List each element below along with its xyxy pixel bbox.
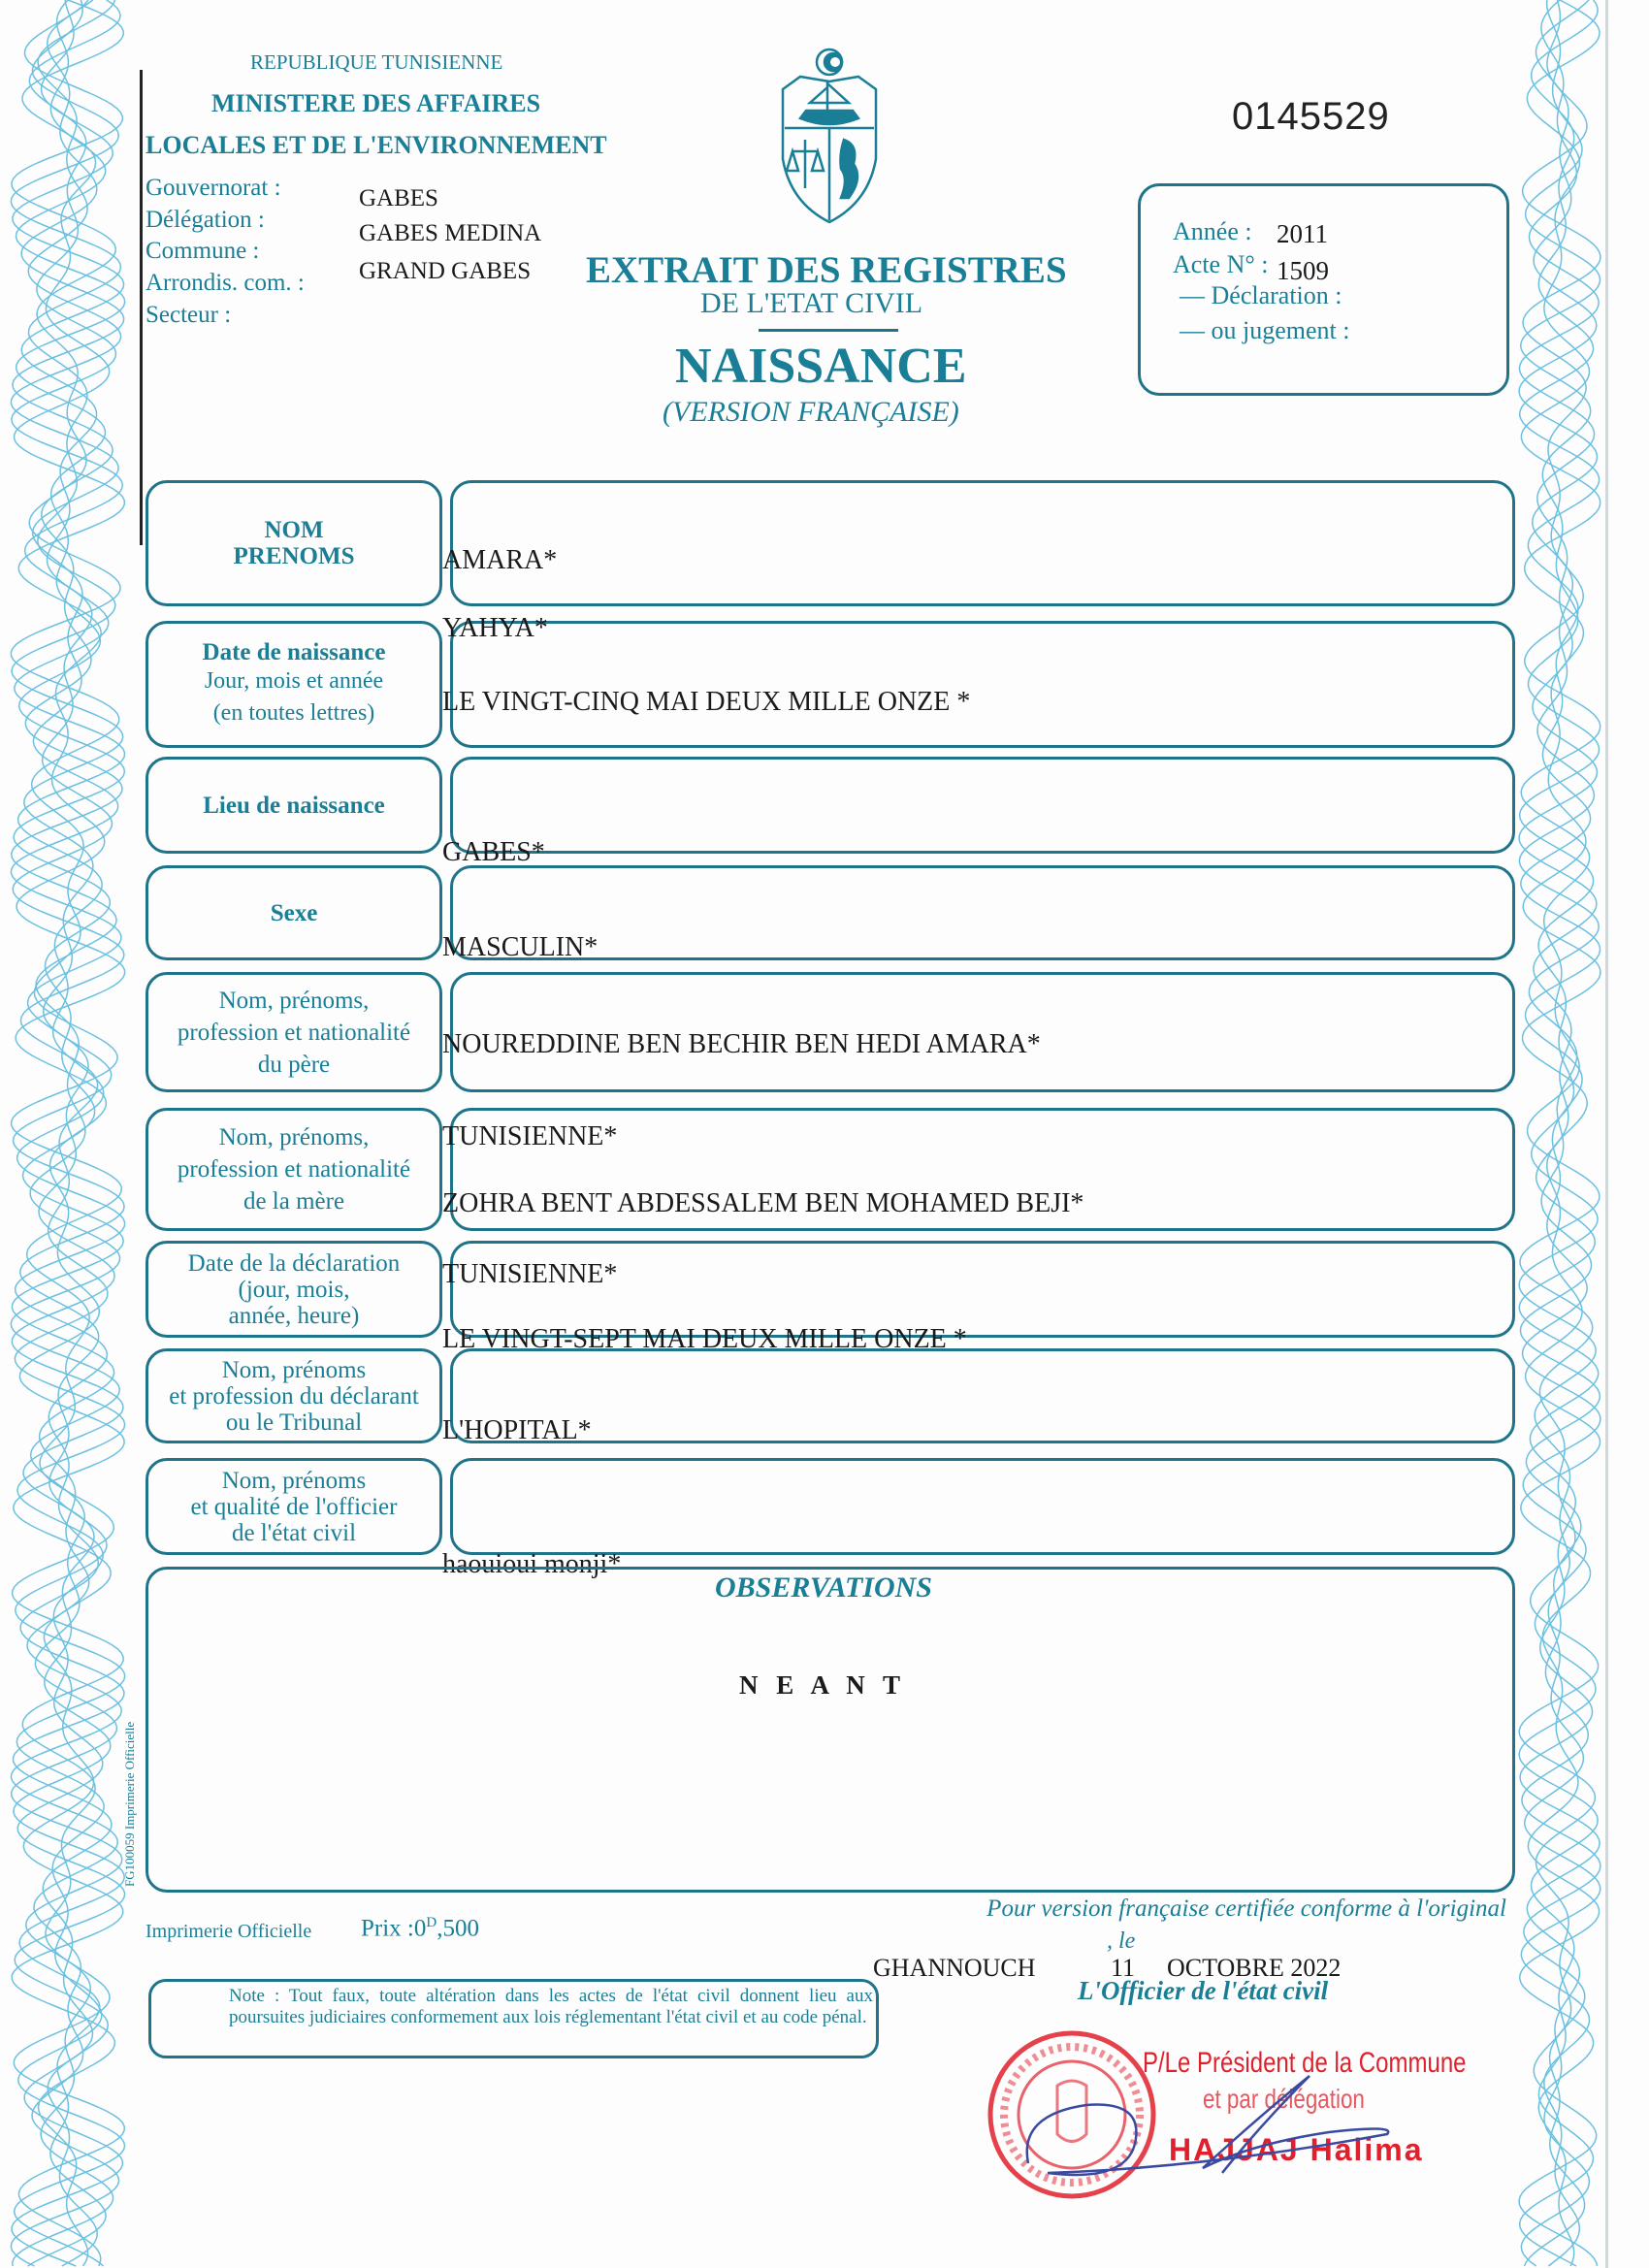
stamp-line3: HAJJAJ Halima: [1169, 2132, 1424, 2167]
acte-label: Acte N° :: [1173, 250, 1269, 278]
observations-title: OBSERVATIONS: [715, 1571, 932, 1604]
row-value-box-declarant: [450, 1348, 1515, 1443]
value-date-declaration: LE VINGT-SEPT MAI DEUX MILLE ONZE *: [442, 1324, 967, 1354]
secteur-label: Secteur :: [146, 302, 232, 328]
title-etat-civil: DE L'ETAT CIVIL: [700, 287, 923, 319]
ministry-line2: LOCALES ET DE L'ENVIRONNEMENT: [146, 131, 607, 159]
title-extrait: EXTRAIT DES REGISTRES: [586, 249, 1067, 291]
stamp-line2: et par délégation: [1203, 2084, 1365, 2114]
imprimerie-label: Imprimerie Officielle: [146, 1921, 312, 1942]
row-value-box-officier: [450, 1458, 1515, 1555]
row-label-nom: NOM PRENOMS: [233, 517, 355, 569]
arrondissement-label: Arrondis. com. :: [146, 270, 305, 296]
row-label-date: [146, 621, 442, 748]
row-label-mere: Nom, prénoms, profession et nationalité de la mère: [177, 1124, 411, 1215]
observations-text: N E A N T: [739, 1670, 907, 1700]
value-lieu: GABES*: [442, 837, 545, 867]
value-mere: ZOHRA BENT ABDESSALEM BEN MOHAMED BEJI*: [442, 1188, 1084, 1218]
note-text: Note : Tout faux, toute altération dans les actes de l'état civil donnent lieu aux poursuites judiciaires conformement aux lois réglementant l'état civil et au code pénal.: [229, 1986, 873, 2027]
republic-label: REPUBLIQUE TUNISIENNE: [250, 50, 503, 74]
serial-number: 0145529: [1232, 95, 1390, 138]
row-label-sexe: Sexe: [270, 899, 318, 926]
ministry-line1: MINISTERE DES AFFAIRES: [211, 89, 541, 117]
value-nom: AMARA*: [442, 545, 558, 575]
guilloche-line: [12, 0, 125, 2266]
commune-value: GRAND GABES: [359, 258, 532, 284]
stamp-line1: P/Le Président de la Commune: [1143, 2047, 1467, 2079]
commune-label: Commune :: [146, 238, 260, 264]
page-edge: [1605, 0, 1608, 2268]
guilloche-line: [12, 0, 125, 2266]
value-pere: NOUREDDINE BEN BECHIR BEN HEDI AMARA*: [442, 1029, 1041, 1059]
row-label-officier: Nom, prénoms et qualité de l'officier de l'état civil: [190, 1467, 398, 1546]
value-sexe: MASCULIN*: [442, 932, 598, 962]
prix-amount: ,500: [436, 1915, 479, 1942]
day-text: 11: [1111, 1954, 1136, 1982]
value-officier: haouioui monji*: [442, 1549, 622, 1579]
row-label-declaration: Date de la déclaration (jour, mois, année, heure): [187, 1249, 401, 1329]
guilloche-line: [12, 0, 124, 2266]
tunisia-coat-of-arms: [771, 43, 888, 227]
declaration-label: — Déclaration :: [1180, 281, 1342, 309]
value-prenoms: YAHYA*: [442, 613, 548, 643]
acte-value: 1509: [1277, 256, 1329, 285]
prix-text: Prix :0: [361, 1915, 427, 1942]
value-date-naissance: LE VINGT-CINQ MAI DEUX MILLE ONZE *: [442, 687, 971, 717]
side-print-code: FG100059 Imprimerie Officielle: [122, 1721, 137, 1887]
acte-info-box: [1138, 183, 1509, 396]
value-pere-nationalite: TUNISIENNE*: [442, 1121, 618, 1151]
prix-unit: D: [426, 1915, 437, 1930]
right-guilloche-border: [1511, 0, 1608, 2268]
guilloche-line: [1519, 0, 1600, 2266]
row-label-date-sub: Jour, mois et année (en toutes lettres): [204, 668, 384, 726]
delegation-value: GABES MEDINA: [359, 220, 542, 246]
gouvernorat-value: GABES: [359, 185, 438, 211]
place-text: GHANNOUCH: [873, 1954, 1036, 1982]
row-label-lieu: Lieu de naissance: [203, 792, 385, 819]
jugement-label: — ou jugement :: [1180, 316, 1350, 344]
value-declarant: L'HOPITAL*: [442, 1415, 592, 1445]
signature: [1009, 2057, 1416, 2192]
left-guilloche-border: [0, 0, 136, 2268]
row-label-date-title: Date de naissance: [202, 639, 386, 665]
title-underline: [759, 329, 898, 332]
annee-value: 2011: [1277, 219, 1328, 248]
value-mere-nationalite: TUNISIENNE*: [442, 1259, 618, 1289]
annee-label: Année :: [1173, 217, 1252, 245]
delegation-label: Délégation :: [146, 207, 265, 233]
row-value-box-date: [450, 621, 1515, 748]
title-naissance: NAISSANCE: [675, 339, 967, 394]
row-value-box-sexe: [450, 865, 1515, 960]
officer-title: L'Officier de l'état civil: [1078, 1976, 1329, 2005]
month-year-text: OCTOBRE 2022: [1167, 1954, 1342, 1982]
row-value-box-lieu: [450, 757, 1515, 854]
row-label-pere: Nom, prénoms, profession et nationalité du père: [177, 987, 411, 1078]
title-version: (VERSION FRANÇAISE): [663, 396, 959, 428]
left-margin-line: [140, 70, 143, 545]
row-value-box-nom: [450, 480, 1515, 606]
certified-text: Pour version française certifiée conforme à l'original: [986, 1895, 1506, 1922]
le-text: , le: [1107, 1928, 1136, 1954]
prix-label: [361, 1915, 479, 1942]
observations-box: [146, 1567, 1515, 1893]
row-label-declarant: Nom, prénoms et profession du déclarant ou le Tribunal: [169, 1356, 419, 1436]
gouvernorat-label: Gouvernorat :: [146, 175, 281, 201]
